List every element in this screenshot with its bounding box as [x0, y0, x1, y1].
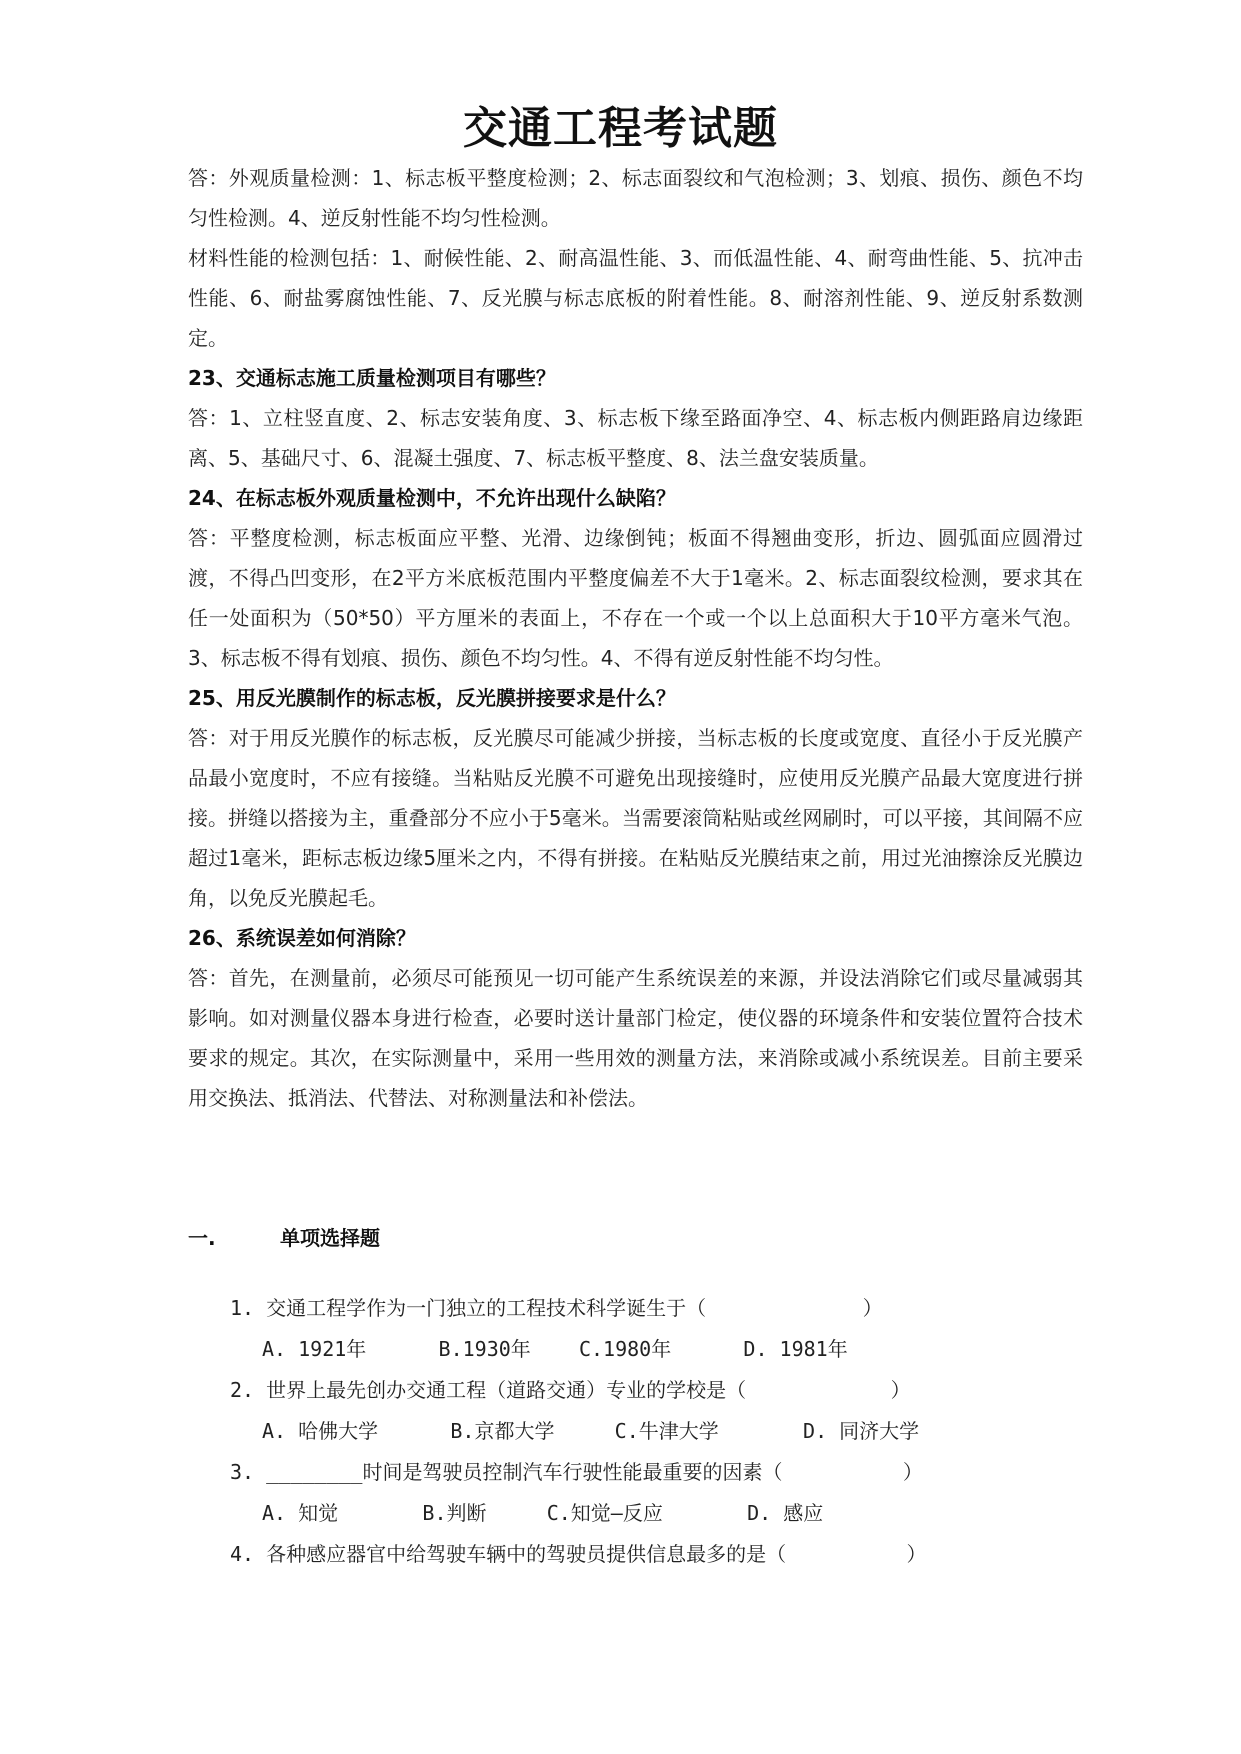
question-heading: 25、用反光膜制作的标志板，反光膜拼接要求是什么？	[188, 686, 676, 710]
answer-paragraph: 材料性能的检测包括：1、耐候性能、2、耐高温性能、3、而低温性能、4、耐弯曲性能、5、抗冲击性能、6、耐盐雾腐蚀性能、7、反光膜与标志底板的附着性能。8、耐溶剂性能、9、逆反射系数测定。	[188, 246, 1083, 350]
answer-paragraph: 答：1、立柱竖直度、2、标志安装角度、3、标志板下缘至路面净空、4、标志板内侧距路肩边缘距离、5、基础尺寸、6、混凝土强度、7、标志板平整度、8、法兰盘安装质量。	[188, 406, 1083, 470]
qa-body	[188, 158, 1083, 1118]
question-stem: 1. 交通工程学作为一门独立的工程技术科学诞生于（ ）	[230, 1296, 883, 1320]
choice-question	[230, 1370, 927, 1452]
choice-question	[230, 1534, 927, 1575]
question-heading: 26、系统误差如何消除？	[188, 926, 416, 950]
question-stem: 4. 各种感应器官中给驾驶车辆中的驾驶员提供信息最多的是（ ）	[230, 1542, 927, 1566]
answer-paragraph: 答：首先，在测量前，必须尽可能预见一切可能产生系统误差的来源，并设法消除它们或尽量减弱其影响。如对测量仪器本身进行检查，必要时送计量部门检定，使仪器的环境条件和安装位置符合技术要求的规定。其次，在实际测量中，采用一些用效的测量方法，来消除或减小系统误差。目前主要采用交换法、抵消法、代替法、对称测量法和补偿法。	[188, 966, 1083, 1110]
question-heading: 23、交通标志施工质量检测项目有哪些？	[188, 366, 556, 390]
section-heading	[188, 1222, 380, 1251]
choice-question	[230, 1452, 927, 1534]
section-number: 一.	[188, 1226, 216, 1250]
question-stem: 2. 世界上最先创办交通工程（道路交通）专业的学校是（ ）	[230, 1378, 911, 1402]
choice-question-list	[230, 1288, 927, 1575]
question-stem: 3. ________时间是驾驶员控制汽车行驶性能最重要的因素（ ）	[230, 1460, 923, 1484]
answer-paragraph: 答：对于用反光膜作的标志板，反光膜尽可能减少拼接，当标志板的长度或宽度、直径小于反光膜产品最小宽度时，不应有接缝。当粘贴反光膜不可避免出现接缝时，应使用反光膜产品最大宽度进行拼接。拼缝以搭接为主，重叠部分不应小于5毫米。当需要滚筒粘贴或丝网刷时，可以平接，其间隔不应超过1毫米，距标志板边缘5厘米之内，不得有拼接。在粘贴反光膜结束之前，用过光油擦涂反光膜边角，以免反光膜起毛。	[188, 726, 1083, 910]
question-options: A. 哈佛大学 B.京都大学 C.牛津大学 D. 同济大学	[262, 1419, 920, 1443]
question-options: A. 1921年 B.1930年 C.1980年 D. 1981年	[262, 1337, 848, 1361]
answer-paragraph: 答：外观质量检测：1、标志板平整度检测；2、标志面裂纹和气泡检测；3、划痕、损伤、颜色不均匀性检测。4、逆反射性能不均匀性检测。	[188, 166, 1083, 230]
choice-question	[230, 1288, 927, 1370]
section-title: 单项选择题	[280, 1226, 380, 1250]
page-title: 交通工程考试题	[463, 103, 778, 154]
question-heading: 24、在标志板外观质量检测中，不允许出现什么缺陷？	[188, 486, 676, 510]
question-options: A. 知觉 B.判断 C.知觉—反应 D. 感应	[262, 1501, 824, 1525]
answer-paragraph: 答：平整度检测，标志板面应平整、光滑、边缘倒钝；板面不得翘曲变形，折边、圆弧面应圆滑过渡，不得凸凹变形，在2平方米底板范围内平整度偏差不大于1毫米。2、标志面裂纹检测，要求其在任一处面积为（50*50）平方厘米的表面上，不存在一个或一个以上总面积大于10平方毫米气泡。3、标志板不得有划痕、损伤、颜色不均匀性。4、不得有逆反射性能不均匀性。	[188, 526, 1083, 670]
